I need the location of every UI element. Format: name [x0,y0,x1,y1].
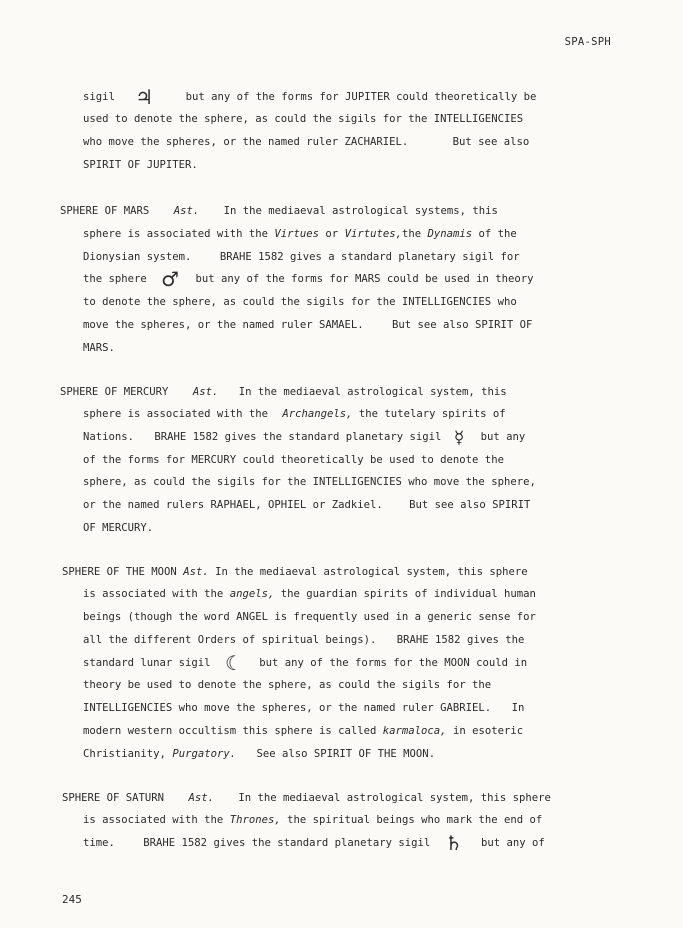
italic-term: Virtutes, [344,228,402,240]
text-run: sphere is associated with the [83,408,268,420]
text-line: to denote the sphere, as could the sigils for the INTELLIGENCIES who [83,296,517,308]
page-number: 245 [62,893,82,906]
text-run: but any of the forms for the MOON could in [259,657,528,669]
text-run: the [401,228,422,240]
text-line: of the forms for MERCURY could theoretically be used to denote the [83,454,504,466]
headword: SPHERE OF MERCURY [60,386,169,398]
field-abbreviation: Ast. [192,386,219,398]
italic-term: Thrones, [229,814,281,826]
text-run: BRAHE 1582 gives the [396,634,525,646]
text-run: standard lunar sigil [83,657,211,669]
text-run: is associated with the [83,814,224,826]
italic-term: Purgatory. [172,748,237,760]
text-run: sigil [83,91,115,103]
text-run: But see also SPIRIT [409,499,531,511]
text-run: but any [480,431,526,443]
jupiter-sigil-icon: ♃ [135,85,154,109]
mercury-sigil-icon: ☿ [453,428,465,448]
headword: SPHERE OF THE MOON [62,566,177,578]
text-line: used to denote the sphere, as could the sigils for the INTELLIGENCIES [83,113,524,125]
headword: SPHERE OF SATURN [62,792,165,804]
text-run: the tutelary spirits of [358,408,506,420]
text-run: In [511,702,525,714]
text-line: OF MERCURY. [83,522,154,534]
text-run: of the [478,228,517,240]
italic-term: Virtues [274,228,320,240]
text-run: In the mediaeval astrological system, this [238,386,507,398]
text-run: modern western occultism this sphere is called [83,725,377,737]
text-run: move the spheres, or the named ruler SAMAEL. [83,319,364,331]
text-run: but any of [481,837,545,849]
text-run: In the mediaeval astrological system, this sphere [215,566,528,578]
text-run: sphere is associated with the [83,228,268,240]
text-run: all the different Orders of spiritual beings). [83,634,377,646]
saturn-sigil-icon: ♄ [444,831,463,855]
text-run: But see also SPIRIT OF [392,319,533,331]
text-run: but any of the forms for JUPITER could theoretically be [185,91,537,103]
text-run: Christianity, [83,748,166,760]
headword: SPHERE OF MARS [60,205,150,217]
text-run: is associated with the [83,588,224,600]
text-run: See also SPIRIT OF THE MOON. [256,748,436,760]
text-run: time. [83,837,115,849]
italic-term: angels, [229,588,275,600]
italic-term: karmaloca, [382,725,447,737]
italic-term: Dynamis [427,228,473,240]
field-abbreviation: Ast. [173,205,200,217]
text-run: but any of the forms for MARS could be used in theory [195,273,534,285]
field-abbreviation: Ast. [183,566,209,578]
moon-sigil-icon: ☾ [224,651,243,675]
text-run: Dionysian system. [83,251,192,263]
text-run: In the mediaeval astrological system, this sphere [238,792,551,804]
text-run: in esoteric [452,725,524,737]
text-run: or [325,228,339,240]
text-run: BRAHE 1582 gives the standard planetary sigil [143,837,431,849]
mars-sigil-icon: ♂ [161,267,180,291]
text-line: MARS. [83,342,115,354]
running-header: SPA-SPH [564,36,611,48]
field-abbreviation: Ast. [188,792,214,804]
text-run: Nations. [83,431,135,443]
text-run: BRAHE 1582 gives the standard planetary sigil [154,431,442,443]
text-line: SPIRIT OF JUPITER. [83,159,198,171]
text-run: INTELLIGENCIES who move the spheres, or the named ruler GABRIEL. [83,702,492,714]
italic-term: Archangels, [282,408,353,420]
text-run: the guardian spirits of individual human [280,588,536,600]
text-run: the spiritual beings who mark the end of [287,814,543,826]
text-run: who move the spheres, or the named ruler ZACHARIEL. [83,136,409,148]
text-run: BRAHE 1582 gives a standard planetary sigil for [219,251,520,263]
text-line: beings (though the word ANGEL is frequently used in a generic sense for [83,611,536,623]
text-line: theory be used to denote the sphere, as could the sigils for the [83,679,492,691]
text-line: sphere, as could the sigils for the INTELLIGENCIES who move the sphere, [83,476,536,488]
text-run: or the named rulers RAPHAEL, OPHIEL or Zadkiel. [83,499,383,511]
text-run: In the mediaeval astrological systems, this [223,205,498,217]
text-run: But see also [452,136,530,148]
text-run: the sphere [83,273,147,285]
